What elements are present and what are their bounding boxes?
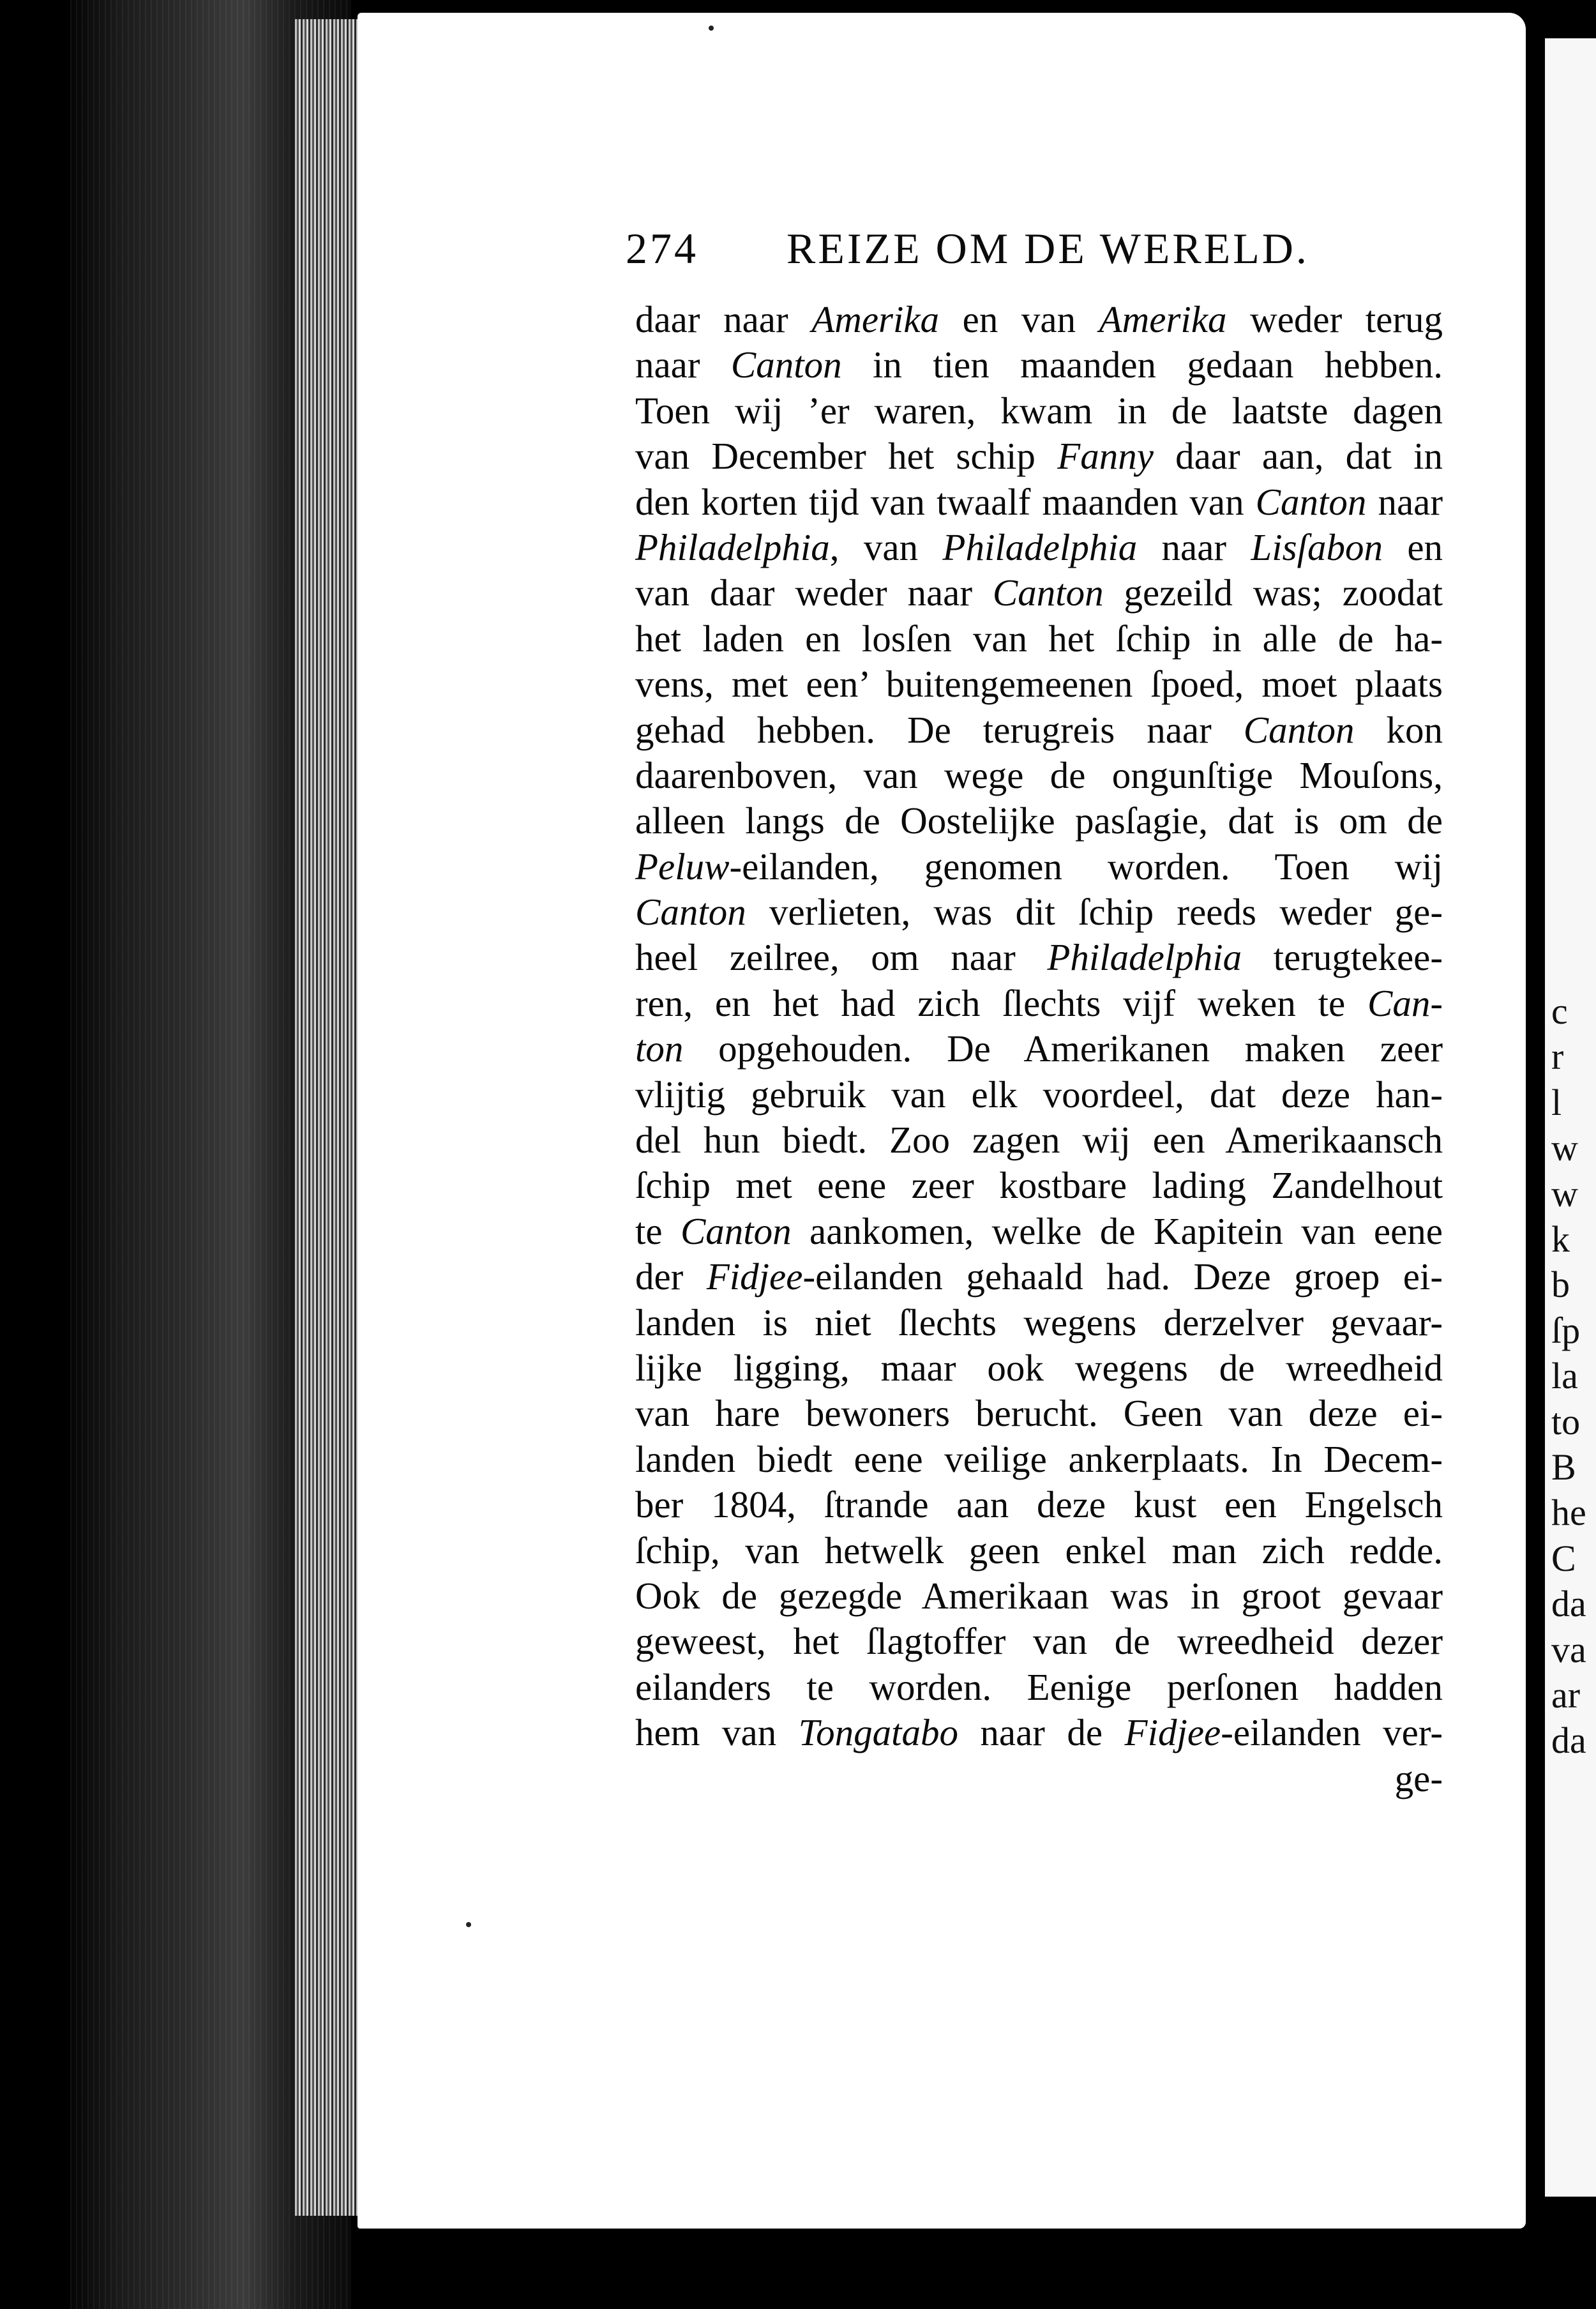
text-segment: ſchip, van hetwelk geen enkel man zich redde. xyxy=(635,1529,1443,1571)
text-segment: -eilanden gehaald had. Deze groep ei- xyxy=(802,1255,1443,1298)
text-segment: en van xyxy=(939,298,1099,340)
italic-term: Philadelphia xyxy=(1047,936,1242,979)
italic-term: Philadelphia xyxy=(942,526,1138,568)
text-line xyxy=(635,1573,1443,1619)
neighbor-page-fragment: da xyxy=(1551,1583,1586,1625)
running-title: REIZE OM DE WERELD. xyxy=(787,224,1309,273)
text-line xyxy=(635,662,1443,707)
neighbor-page-fragment: r xyxy=(1551,1036,1564,1078)
text-segment: gehad hebben. De terugreis naar xyxy=(635,708,1244,751)
text-line xyxy=(635,935,1443,980)
neighbor-page-fragment: ar xyxy=(1551,1674,1581,1716)
text-line xyxy=(635,342,1443,388)
text-segment: te xyxy=(635,1209,681,1252)
right-neighbor-page xyxy=(1545,38,1596,2197)
italic-term: Amerika xyxy=(1099,298,1227,340)
neighbor-page-fragment: to xyxy=(1551,1400,1581,1442)
page-number: 274 xyxy=(626,224,698,273)
text-segment: van December het schip xyxy=(635,435,1058,478)
text-segment: gezeild was; zoodat xyxy=(1103,572,1443,614)
neighbor-page-fragment: b xyxy=(1551,1264,1570,1306)
text-line xyxy=(635,1163,1443,1208)
text-line xyxy=(635,1026,1443,1071)
text-segment: kon xyxy=(1354,708,1443,751)
page-body-text xyxy=(635,297,1443,1801)
text-segment: naar xyxy=(635,344,731,386)
text-line xyxy=(635,1665,1443,1710)
text-segment: daarenboven, van wege de ongunſtige Mouſons, xyxy=(635,753,1443,796)
text-line xyxy=(635,1528,1443,1573)
text-line xyxy=(635,616,1443,662)
neighbor-page-fragment: l xyxy=(1551,1081,1562,1123)
text-line xyxy=(635,798,1443,844)
text-line xyxy=(635,708,1443,753)
text-line xyxy=(635,1300,1443,1345)
text-line xyxy=(635,1345,1443,1391)
text-segment: der xyxy=(635,1255,707,1298)
text-line xyxy=(635,1756,1443,1801)
neighbor-page-fragment: ſp xyxy=(1551,1309,1581,1351)
text-segment: naar xyxy=(1137,526,1251,568)
neighbor-page-fragment: C xyxy=(1551,1537,1576,1579)
text-line xyxy=(635,981,1443,1026)
text-segment: hem van xyxy=(635,1711,799,1754)
neighbor-page-fragment: w xyxy=(1551,1172,1578,1215)
text-segment: naar xyxy=(1366,480,1443,523)
text-segment: terugtekee- xyxy=(1242,936,1443,979)
neighbor-page-fragment: he xyxy=(1551,1492,1586,1534)
text-segment: landen is niet ſlechts wegens derzelver gevaar- xyxy=(635,1301,1443,1344)
neighbor-page-fragment: w xyxy=(1551,1127,1578,1169)
text-line xyxy=(635,480,1443,525)
text-segment: daar naar xyxy=(635,298,812,340)
italic-term: Philadelphia xyxy=(635,526,830,568)
text-line xyxy=(635,388,1443,434)
italic-term: Canton xyxy=(680,1209,792,1252)
text-line xyxy=(635,890,1443,935)
text-segment: landen biedt eene veilige ankerplaats. In Decem- xyxy=(635,1437,1443,1480)
italic-term: Fidjee xyxy=(1124,1711,1221,1754)
italic-term: ton xyxy=(635,1027,684,1070)
text-segment: het laden en losſen van het ſchip in alle de ha- xyxy=(635,617,1443,660)
neighbor-page-fragment: k xyxy=(1551,1218,1570,1260)
speck xyxy=(709,26,714,31)
italic-term: Can- xyxy=(1367,981,1443,1024)
text-segment: den korten tijd van twaalf maanden van xyxy=(635,480,1256,523)
text-segment: , van xyxy=(829,526,943,568)
text-line xyxy=(635,1117,1443,1163)
text-segment: -eilanden ver- xyxy=(1221,1711,1443,1754)
italic-term: Canton xyxy=(730,344,842,386)
neighbor-page-fragment: c xyxy=(1551,990,1568,1032)
italic-term: Peluw xyxy=(635,845,730,888)
text-segment: Ook de gezegde Amerikaan was in groot gevaar xyxy=(635,1574,1443,1617)
text-line xyxy=(635,844,1443,890)
italic-term: Tongatabo xyxy=(798,1711,958,1754)
text-segment: geweest, het ſlagtoffer van de wreedheid dezer xyxy=(635,1620,1443,1663)
text-segment: en xyxy=(1382,526,1443,568)
text-segment: ge- xyxy=(1394,1757,1443,1799)
text-segment: daar aan, dat in xyxy=(1153,435,1443,478)
text-line xyxy=(635,1254,1443,1299)
text-segment: naar de xyxy=(958,1711,1125,1754)
italic-term: Canton xyxy=(992,572,1104,614)
text-line xyxy=(635,570,1443,616)
text-segment: eilanders te worden. Eenige perſonen hadden xyxy=(635,1665,1443,1708)
text-line xyxy=(635,1619,1443,1664)
text-segment: vlijtig gebruik van elk voordeel, dat deze han- xyxy=(635,1073,1443,1116)
italic-term: Fanny xyxy=(1057,435,1154,478)
text-segment: ber 1804, ſtrande aan deze kust een Engelsch xyxy=(635,1483,1443,1526)
text-segment: van hare bewoners berucht. Geen van deze ei- xyxy=(635,1392,1443,1435)
text-line xyxy=(635,1437,1443,1482)
text-segment: del hun biedt. Zoo zagen wij een Amerikaansch xyxy=(635,1119,1443,1162)
text-segment: in tien maanden gedaan hebben. xyxy=(841,344,1443,386)
text-segment: verlieten, was dit ſchip reeds weder ge- xyxy=(746,891,1443,934)
italic-term: Fidjee xyxy=(706,1255,803,1298)
text-line xyxy=(635,1391,1443,1436)
text-segment: van daar weder naar xyxy=(635,572,993,614)
text-segment: Toen wij ’er waren, kwam in de laatste dagen xyxy=(635,389,1443,432)
neighbor-page-fragment: la xyxy=(1551,1355,1578,1397)
neighbor-page-fragment: da xyxy=(1551,1720,1586,1762)
text-line xyxy=(635,1209,1443,1254)
text-line xyxy=(635,297,1443,342)
text-line xyxy=(635,1482,1443,1527)
neighbor-page-fragment: va xyxy=(1551,1628,1586,1670)
italic-term: Canton xyxy=(1243,708,1355,751)
text-segment: ſchip met eene zeer kostbare lading Zandelhout xyxy=(635,1164,1443,1207)
neighbor-page-fragment: B xyxy=(1551,1446,1576,1488)
text-line xyxy=(635,1710,1443,1755)
text-segment: opgehouden. De Amerikanen maken zeer xyxy=(683,1027,1443,1070)
italic-term: Lisſabon xyxy=(1251,526,1383,568)
text-segment: ren, en het had zich ſlechts vijf weken te xyxy=(635,981,1367,1024)
text-line xyxy=(635,434,1443,479)
text-segment: vens, met een’ buitengemeenen ſpoed, moet plaats xyxy=(635,663,1443,706)
text-segment: heel zeilree, om naar xyxy=(635,936,1048,979)
page-edges xyxy=(295,19,362,2216)
italic-term: Amerika xyxy=(811,298,940,340)
text-segment: alleen langs de Oostelijke pasſagie, dat is om de xyxy=(635,799,1443,842)
text-segment: -eilanden, genomen worden. Toen wij xyxy=(729,845,1443,888)
speck xyxy=(466,1922,471,1927)
text-line xyxy=(635,753,1443,798)
text-segment: aankomen, welke de Kapitein van eene xyxy=(791,1209,1443,1252)
italic-term: Canton xyxy=(1255,480,1367,523)
text-line xyxy=(635,1072,1443,1117)
text-line xyxy=(635,525,1443,570)
text-segment: weder terug xyxy=(1226,298,1443,340)
text-segment: lijke ligging, maar ook wegens de wreedheid xyxy=(635,1346,1443,1389)
italic-term: Canton xyxy=(635,891,746,934)
